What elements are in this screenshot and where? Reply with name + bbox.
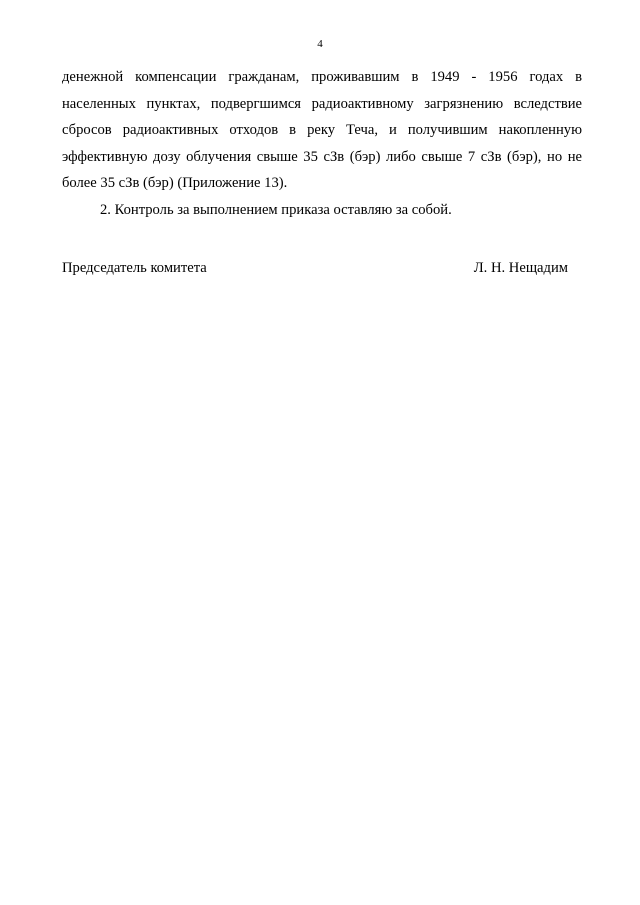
signatory-name: Л. Н. Нещадим <box>473 260 568 276</box>
paragraph-control-clause: 2. Контроль за выполнением приказа оставляю за собой. <box>100 201 452 218</box>
signatory-position: Председатель комитета <box>62 260 207 276</box>
signature-block <box>62 258 568 278</box>
document-body <box>62 64 582 223</box>
page-number: 4 <box>317 38 323 50</box>
paragraph-compensation-text: денежной компенсации гражданам, проживавшим в 1949 - 1956 годах в населенных пунктах, подвергшимся радиоактивному загрязнению вследствие сбросов радиоактивных отходов в реку Теча, и получившим накопленную эффективную дозу облучения свыше 35 сЗв (бэр) либо свыше 7 сЗв (бэр), но не более 35 сЗв (бэр) (Приложение 13). <box>62 69 582 191</box>
